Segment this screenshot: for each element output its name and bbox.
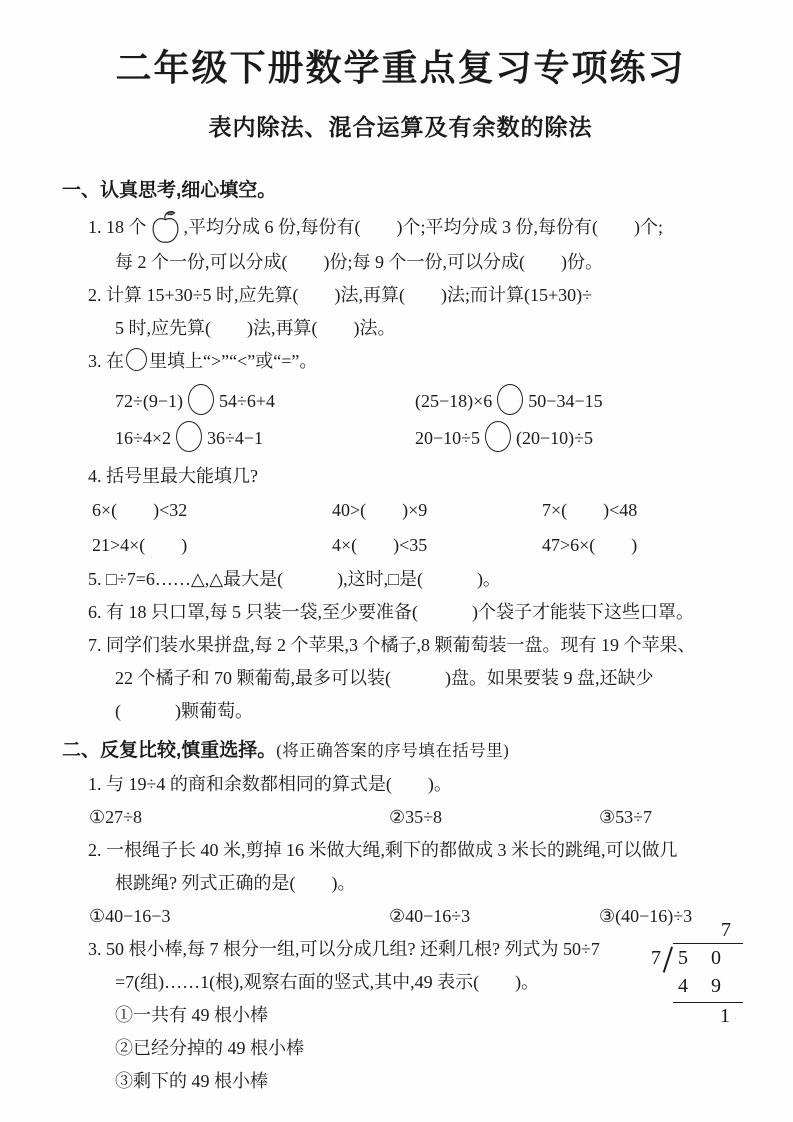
compare-circle-icon bbox=[176, 421, 202, 452]
compare-circle-icon bbox=[497, 384, 523, 415]
s2-q3-line1: 3. 50 根小棒,每 7 根分一组,可以分成几组? 还剩几根? 列式为 50÷7 bbox=[88, 939, 600, 959]
fill-circle-icon bbox=[126, 348, 147, 371]
s1-q3-stem bbox=[62, 345, 739, 378]
max-fill-grid bbox=[62, 493, 739, 563]
s2-q2-line2: 根跳绳? 列式正确的是( )。 bbox=[115, 873, 356, 893]
long-division-diagram bbox=[651, 917, 743, 1030]
division-bracket-icon bbox=[663, 947, 673, 972]
section-multiple-choice bbox=[62, 734, 739, 1098]
compare-cell bbox=[115, 383, 415, 420]
s1-q2-line2: 5 时,应先算( )法,再算( )法。 bbox=[115, 318, 396, 338]
product-value: 4 9 bbox=[673, 972, 743, 1003]
option: ①40−16−3 bbox=[89, 906, 171, 926]
s2-q3-line2: =7(组)……1(根),观察右面的竖式,其中,49 表示( )。 bbox=[115, 972, 540, 992]
option: ①一共有 49 根小棒 bbox=[115, 1005, 268, 1025]
quotient-value: 7 bbox=[721, 919, 731, 941]
compare-right: 36÷4−1 bbox=[207, 428, 264, 448]
q3-text-post: 里填上“>”“<”或“=”。 bbox=[149, 351, 318, 371]
compare-circle-icon bbox=[485, 421, 511, 452]
option: ③剩下的 49 根小棒 bbox=[115, 1071, 268, 1091]
option: ①27÷8 bbox=[89, 807, 143, 827]
max-fill-cell: 7×( )<48 bbox=[542, 500, 638, 520]
s1-q7-line1: 7. 同学们装水果拼盘,每 2 个苹果,3 个橘子,8 颗葡萄装一盘。现有 19 个苹果、 bbox=[88, 635, 696, 655]
option: ③(40−16)÷3 bbox=[599, 906, 693, 926]
compare-left: 72÷(9−1) bbox=[115, 391, 184, 411]
s1-q6-stem: 6. 有 18 只口罩,每 5 只装一袋,至少要准备( )个袋子才能装下这些口罩。 bbox=[88, 602, 694, 622]
division-row bbox=[651, 943, 743, 972]
max-fill-cell: 40>( )×9 bbox=[332, 500, 428, 520]
s2-q1-stem: 1. 与 19÷4 的商和余数都相同的算式是( )。 bbox=[88, 774, 452, 794]
s2-q1-options bbox=[62, 801, 739, 834]
option: ②35÷8 bbox=[389, 807, 443, 827]
s1-q1-line1 bbox=[62, 208, 739, 246]
page-subtitle: 表内除法、混合运算及有余数的除法 bbox=[208, 114, 593, 140]
apple-icon bbox=[149, 208, 182, 246]
s2-q2-line1: 2. 一根绳子长 40 米,剪掉 16 米做大绳,剩下的都做成 3 米长的跳绳,可以做几 bbox=[88, 840, 678, 860]
s1-q2-line1: 2. 计算 15+30÷5 时,应先算( )法,再算( )法;而计算(15+30)÷ bbox=[88, 285, 593, 305]
compare-cell bbox=[415, 420, 739, 457]
s1-q7-line3: ( )颗葡萄。 bbox=[115, 701, 253, 721]
option: ③53÷7 bbox=[599, 807, 653, 827]
compare-left: 16÷4×2 bbox=[115, 428, 172, 448]
s2-q2-options bbox=[62, 900, 739, 933]
comparison-grid bbox=[62, 383, 739, 457]
compare-right: 54÷6+4 bbox=[219, 391, 276, 411]
divisor-value: 7 bbox=[651, 947, 661, 969]
q1-text-pre: 1. 18 个 bbox=[88, 217, 147, 237]
option: ②已经分掉的 49 根小棒 bbox=[115, 1038, 304, 1058]
s2-q3-block bbox=[62, 919, 739, 1098]
max-fill-cell: 47>6×( ) bbox=[542, 535, 638, 555]
section-fill-blanks bbox=[62, 174, 739, 728]
compare-right: (20−10)÷5 bbox=[516, 428, 594, 448]
compare-left: 20−10÷5 bbox=[415, 428, 481, 448]
section2-heading-main: 二、反复比较,慎重选择。 bbox=[62, 740, 277, 761]
remainder-value: 1 bbox=[720, 1005, 730, 1027]
max-fill-cell: 6×( )<32 bbox=[92, 500, 188, 520]
compare-right: 50−34−15 bbox=[528, 391, 603, 411]
s1-q7-line2: 22 个橘子和 70 颗葡萄,最多可以装( )盘。如果要装 9 盘,还缺少 bbox=[115, 668, 654, 688]
section2-heading-note: (将正确答案的序号填在括号里) bbox=[276, 741, 510, 760]
q3-text-pre: 3. 在 bbox=[88, 351, 124, 371]
s1-q5-stem: 5. □÷7=6……△,△最大是( ),这时,□是( )。 bbox=[88, 569, 501, 589]
compare-circle-icon bbox=[188, 384, 214, 415]
option: ②40−16÷3 bbox=[389, 906, 471, 926]
section2-heading bbox=[62, 734, 739, 768]
s1-q1-line2: 每 2 个一份,可以分成( )份;每 9 个一份,可以分成( )份。 bbox=[115, 252, 603, 272]
max-fill-cell: 21>4×( ) bbox=[92, 535, 188, 555]
page-title: 二年级下册数学重点复习专项练习 bbox=[115, 47, 686, 88]
q1-text-post: ,平均分成 6 份,每份有( )个;平均分成 3 份,每份有( )个; bbox=[183, 217, 663, 237]
dividend-value: 5 0 bbox=[673, 943, 743, 972]
compare-left: (25−18)×6 bbox=[415, 391, 493, 411]
max-fill-cell: 4×( )<35 bbox=[332, 535, 428, 555]
section1-heading: 一、认真思考,细心填空。 bbox=[62, 180, 277, 201]
s1-q4-heading: 4. 括号里最大能填几? bbox=[88, 466, 258, 486]
compare-cell bbox=[115, 420, 415, 457]
compare-cell bbox=[415, 383, 739, 420]
